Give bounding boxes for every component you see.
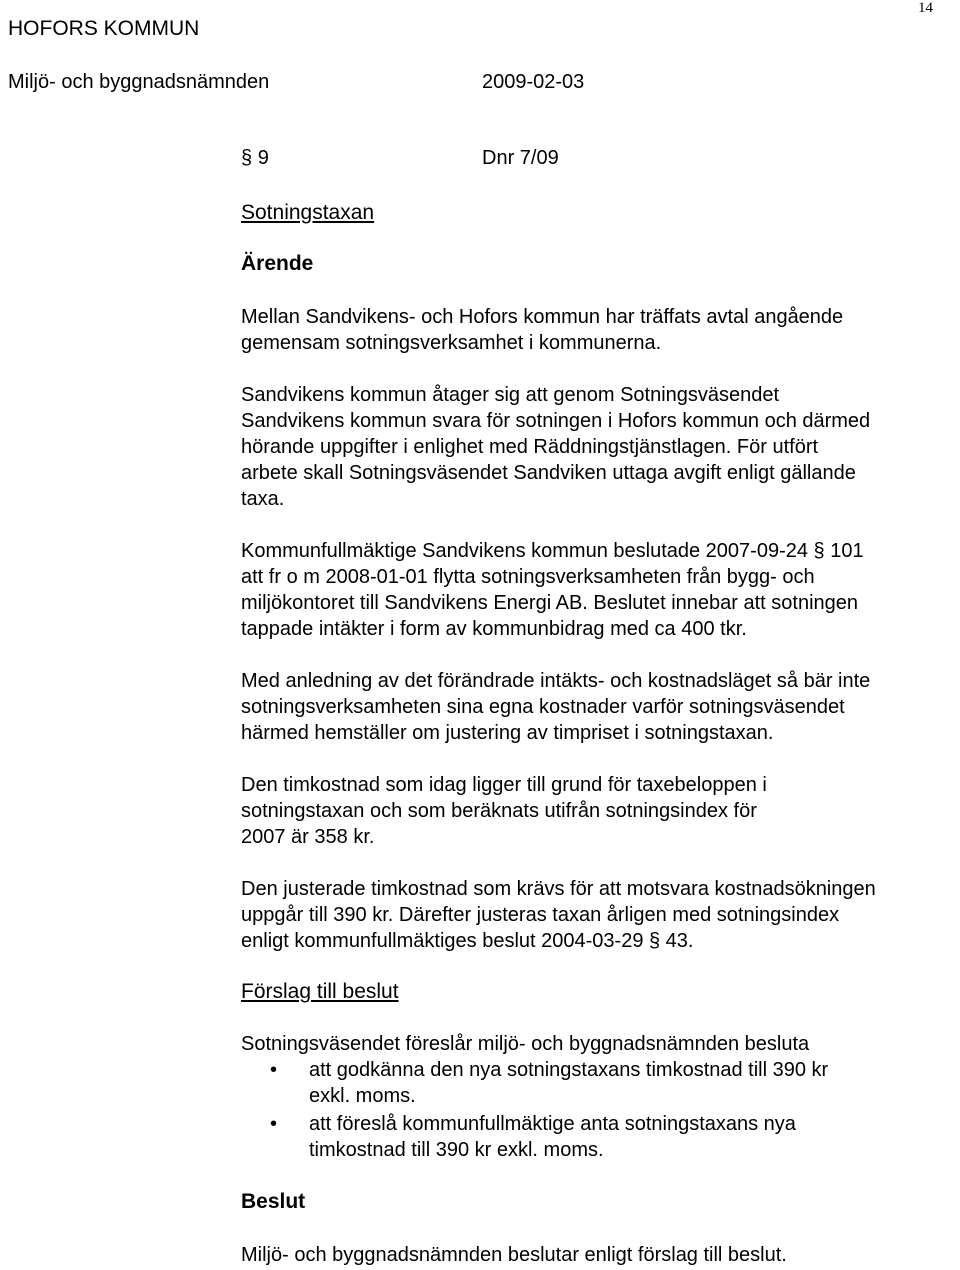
text-line: härmed hemställer om justering av timpriset i sotningstaxan.: [241, 722, 774, 744]
meeting-date: 2009-02-03: [482, 71, 585, 93]
text-line: miljökontoret till Sandvikens Energi AB. Beslutet innebar att sotningen: [241, 592, 859, 614]
text-line: sotningsverksamheten sina egna kostnader varför sotningsväsendet: [241, 696, 845, 718]
committee-name: Miljö- och byggnadsnämnden: [8, 71, 270, 93]
text-line: gemensam sotningsverksamhet i kommunerna.: [241, 332, 662, 354]
page-number: 14: [918, 0, 933, 16]
text-line: exkl. moms.: [309, 1085, 416, 1107]
org-name: HOFORS KOMMUN: [8, 17, 200, 40]
bullet-icon: •: [270, 1113, 278, 1135]
text-line: arbete skall Sotningsväsendet Sandviken uttaga avgift enligt gällande: [241, 462, 856, 484]
text-line: Sandvikens kommun åtager sig att genom Sotningsväsendet: [241, 384, 780, 406]
text-line: taxa.: [241, 488, 285, 510]
arende-paragraph-3: [241, 538, 960, 642]
text-line: sotningstaxan och som beräknats utifrån sotningsindex för: [241, 800, 757, 822]
arende-paragraph-1: [241, 304, 960, 356]
text-line: 2007 är 358 kr.: [241, 826, 375, 848]
proposal-intro: Sotningsväsendet föreslår miljö- och byggnadsnämnden besluta: [241, 1033, 810, 1055]
dnr-number: Dnr 7/09: [482, 147, 559, 169]
text-line: Med anledning av det förändrade intäkts- och kostnadsläget så bär inte: [241, 670, 871, 692]
item-number: 9: [257, 147, 269, 169]
paragraph-number: [241, 147, 269, 170]
decision-heading: Beslut: [241, 1190, 306, 1213]
bullet-text: [309, 1111, 796, 1163]
text-line: att godkänna den nya sotningstaxans timkostnad till 390 kr: [309, 1059, 829, 1081]
arende-paragraph-5: [241, 772, 960, 850]
bullet-icon: •: [270, 1059, 278, 1081]
section-symbol: §: [241, 147, 253, 169]
text-line: Kommunfullmäktige Sandvikens kommun beslutade 2007-09-24 § 101: [241, 540, 864, 562]
text-line: timkostnad till 390 kr exkl. moms.: [309, 1139, 604, 1161]
arende-paragraph-2: [241, 382, 960, 512]
text-line: Mellan Sandvikens- och Hofors kommun har träffats avtal angående: [241, 306, 844, 328]
text-line: Sandvikens kommun svara för sotningen i Hofors kommun och därmed: [241, 410, 871, 432]
text-line: enligt kommunfullmäktiges beslut 2004-03-29 § 43.: [241, 930, 694, 952]
item-subject: Sotningstaxan: [241, 201, 375, 224]
proposal-heading: Förslag till beslut: [241, 980, 399, 1003]
text-line: uppgår till 390 kr. Därefter justeras taxan årligen med sotningsindex: [241, 904, 840, 926]
arende-heading: Ärende: [241, 252, 314, 275]
text-line: att fr o m 2008-01-01 flytta sotningsverksamheten från bygg- och: [241, 566, 815, 588]
bullet-text: [309, 1057, 828, 1109]
text-line: att föreslå kommunfullmäktige anta sotningstaxans nya: [309, 1113, 796, 1135]
text-line: Den justerade timkostnad som krävs för att motsvara kostnadsökningen: [241, 878, 876, 900]
text-line: hörande uppgifter i enlighet med Räddningstjänstlagen. För utfört: [241, 436, 819, 458]
decision-text: Miljö- och byggnadsnämnden beslutar enligt förslag till beslut.: [241, 1244, 787, 1266]
text-line: tappade intäkter i form av kommunbidrag med ca 400 tkr.: [241, 618, 747, 640]
text-line: Den timkostnad som idag ligger till grund för taxebeloppen i: [241, 774, 767, 796]
arende-paragraph-4: [241, 668, 960, 746]
arende-paragraph-6: [241, 876, 960, 954]
